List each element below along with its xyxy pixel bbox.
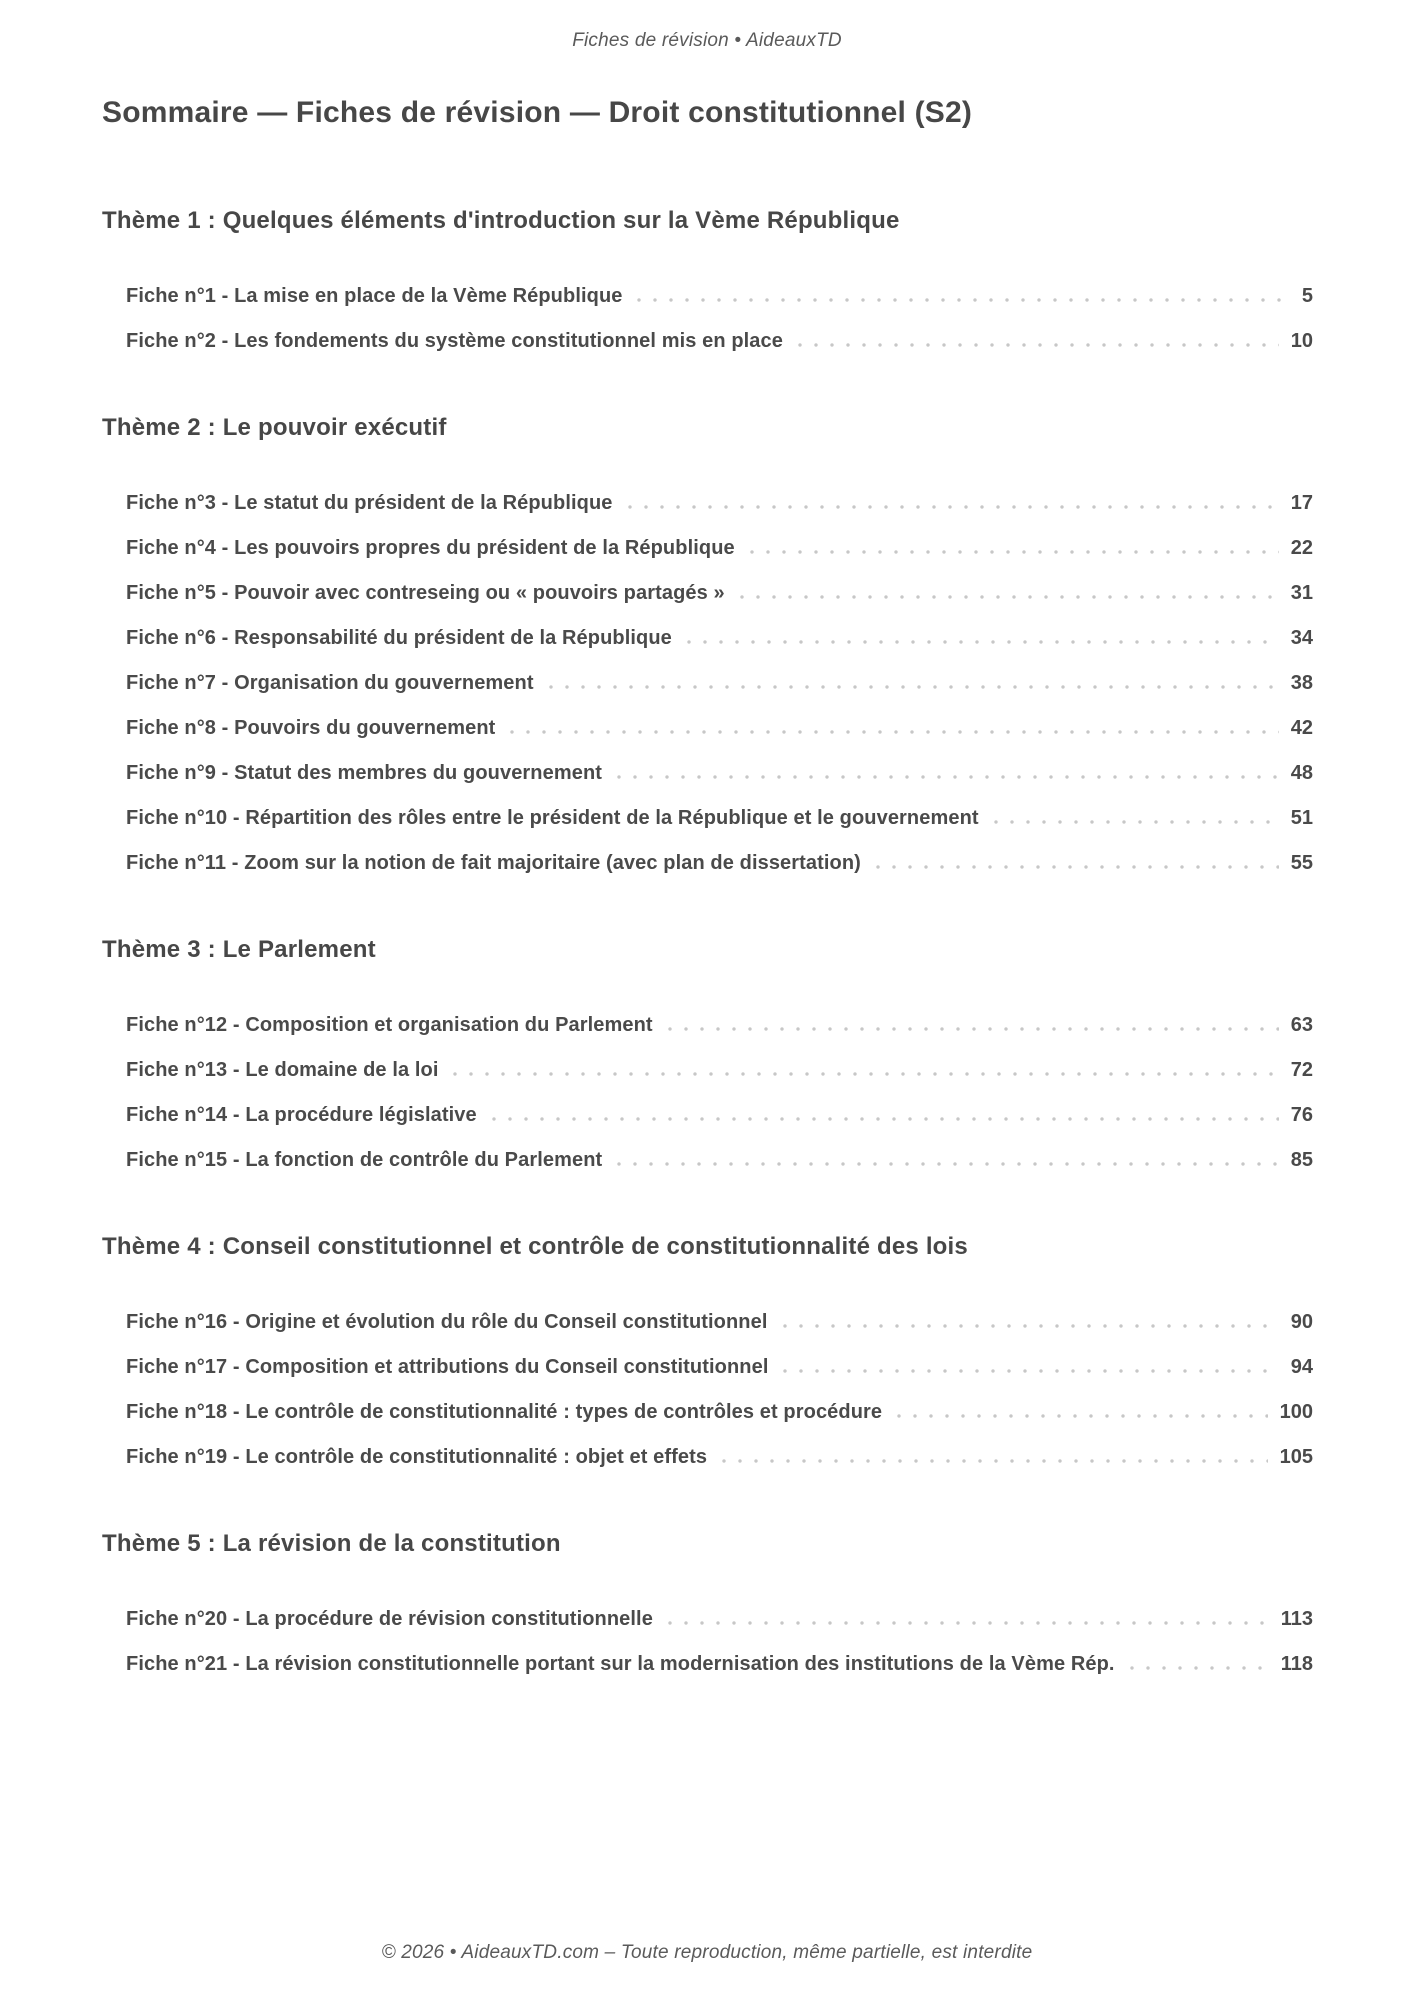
toc-entry[interactable] <box>126 804 1313 832</box>
toc-entry-page-number: 113 <box>1280 1608 1313 1630</box>
dot-leader <box>1129 1665 1269 1671</box>
toc-entry-page-number: 48 <box>1290 762 1313 784</box>
dot-leader <box>491 1116 1279 1122</box>
toc-entry-label: Fiche n°15 - La fonction de contrôle du Parlement <box>126 1149 603 1171</box>
dot-leader <box>896 1413 1268 1419</box>
toc-section-theme-5 <box>102 1527 1313 1678</box>
toc-entry[interactable] <box>126 1146 1313 1174</box>
toc-entry[interactable] <box>126 669 1313 697</box>
toc-entry[interactable] <box>126 1605 1313 1633</box>
toc-rows <box>126 282 1313 355</box>
toc-entry-label: Fiche n°9 - Statut des membres du gouvernement <box>126 762 603 784</box>
toc-entry[interactable] <box>126 489 1313 517</box>
dot-leader <box>993 819 1279 825</box>
dot-leader <box>616 1161 1278 1167</box>
toc-entry-page-number: 51 <box>1290 807 1313 829</box>
dot-leader <box>749 549 1279 555</box>
toc-entry-label: Fiche n°16 - Origine et évolution du rôle du Conseil constitutionnel <box>126 1311 768 1333</box>
toc-entry[interactable] <box>126 1398 1313 1426</box>
dot-leader <box>636 297 1289 303</box>
toc-entry[interactable] <box>126 282 1313 310</box>
toc-section-theme-2 <box>102 411 1313 877</box>
toc-entry-label: Fiche n°2 - Les fondements du système constitutionnel mis en place <box>126 330 783 352</box>
toc-section-theme-3 <box>102 933 1313 1174</box>
dot-leader <box>627 504 1279 510</box>
toc-entry[interactable] <box>126 1650 1313 1678</box>
dot-leader <box>782 1368 1278 1374</box>
toc-entry-page-number: 85 <box>1290 1149 1313 1171</box>
toc-rows <box>126 1011 1313 1174</box>
toc-entry[interactable] <box>126 579 1313 607</box>
dot-leader <box>616 774 1279 780</box>
toc-entry[interactable] <box>126 327 1313 355</box>
toc-entry-label: Fiche n°12 - Composition et organisation du Parlement <box>126 1014 653 1036</box>
toc-entry-page-number: 5 <box>1301 285 1313 307</box>
theme-heading: Thème 2 : Le pouvoir exécutif <box>102 414 447 441</box>
dot-leader <box>548 684 1279 690</box>
toc-section-theme-4 <box>102 1230 1313 1471</box>
toc-entry-label: Fiche n°4 - Les pouvoirs propres du président de la République <box>126 537 735 559</box>
dot-leader <box>875 864 1279 870</box>
toc-entry-page-number: 94 <box>1290 1356 1313 1378</box>
toc-entry-label: Fiche n°1 - La mise en place de la Vème République <box>126 285 623 307</box>
toc-rows <box>126 489 1313 877</box>
toc-entry-label: Fiche n°14 - La procédure législative <box>126 1104 477 1126</box>
toc-entry[interactable] <box>126 1101 1313 1129</box>
toc-entry-page-number: 55 <box>1290 852 1313 874</box>
toc-entry[interactable] <box>126 759 1313 787</box>
toc-entry[interactable] <box>126 849 1313 877</box>
toc-entry-page-number: 31 <box>1290 582 1313 604</box>
toc-entry-page-number: 17 <box>1290 492 1313 514</box>
toc-entry-page-number: 100 <box>1279 1401 1313 1423</box>
theme-heading: Thème 4 : Conseil constitutionnel et contrôle de constitutionnalité des lois <box>102 1233 968 1260</box>
toc-rows <box>126 1605 1313 1678</box>
theme-heading: Thème 5 : La révision de la constitution <box>102 1530 561 1557</box>
toc-entry[interactable] <box>126 1308 1313 1336</box>
dot-leader <box>797 342 1279 348</box>
toc-entry[interactable] <box>126 1353 1313 1381</box>
toc-entry-label: Fiche n°21 - La révision constitutionnelle portant sur la modernisation des institutions de la Vème Rép. <box>126 1653 1115 1675</box>
dot-leader <box>509 729 1278 735</box>
toc-entry-page-number: 10 <box>1290 330 1313 352</box>
theme-heading: Thème 3 : Le Parlement <box>102 936 376 963</box>
toc-entry[interactable] <box>126 624 1313 652</box>
toc <box>102 204 1313 1678</box>
theme-heading: Thème 1 : Quelques éléments d'introduction sur la Vème République <box>102 207 900 234</box>
toc-entry-page-number: 42 <box>1290 717 1313 739</box>
toc-entry-page-number: 72 <box>1290 1059 1313 1081</box>
toc-entry-page-number: 34 <box>1290 627 1313 649</box>
toc-entry-label: Fiche n°13 - Le domaine de la loi <box>126 1059 439 1081</box>
toc-entry-label: Fiche n°20 - La procédure de révision constitutionnelle <box>126 1608 653 1630</box>
dot-leader <box>721 1458 1267 1464</box>
toc-entry[interactable] <box>126 714 1313 742</box>
toc-entry-page-number: 38 <box>1290 672 1313 694</box>
toc-entry-label: Fiche n°5 - Pouvoir avec contreseing ou « pouvoirs partagés » <box>126 582 725 604</box>
toc-entry-label: Fiche n°11 - Zoom sur la notion de fait majoritaire (avec plan de dissertation) <box>126 852 861 874</box>
toc-rows <box>126 1308 1313 1471</box>
toc-entry-label: Fiche n°19 - Le contrôle de constitutionnalité : objet et effets <box>126 1446 708 1468</box>
dot-leader <box>686 639 1279 645</box>
toc-entry-page-number: 105 <box>1279 1446 1313 1468</box>
toc-entry-label: Fiche n°3 - Le statut du président de la République <box>126 492 613 514</box>
toc-entry[interactable] <box>126 534 1313 562</box>
toc-entry-label: Fiche n°10 - Répartition des rôles entre le président de la République et le gouvernement <box>126 807 979 829</box>
toc-entry[interactable] <box>126 1056 1313 1084</box>
toc-entry-page-number: 22 <box>1290 537 1313 559</box>
dot-leader <box>739 594 1279 600</box>
toc-entry-page-number: 118 <box>1280 1653 1313 1675</box>
dot-leader <box>452 1071 1278 1077</box>
toc-entry-page-number: 76 <box>1290 1104 1313 1126</box>
toc-section-theme-1 <box>102 204 1313 355</box>
toc-entry[interactable] <box>126 1443 1313 1471</box>
toc-entry-page-number: 90 <box>1290 1311 1313 1333</box>
toc-entry-label: Fiche n°17 - Composition et attributions du Conseil constitutionnel <box>126 1356 769 1378</box>
toc-entry-page-number: 63 <box>1290 1014 1313 1036</box>
copyright-footer: © 2026 • AideauxTD.com – Toute reproduction, même partielle, est interdite <box>381 1942 1033 1963</box>
dot-leader <box>667 1026 1279 1032</box>
running-header: Fiches de révision • AideauxTD <box>572 30 842 51</box>
page-title: Sommaire — Fiches de révision — Droit constitutionnel (S2) <box>102 96 973 129</box>
toc-entry-label: Fiche n°6 - Responsabilité du président de la République <box>126 627 672 649</box>
dot-leader <box>667 1620 1269 1626</box>
toc-entry-label: Fiche n°7 - Organisation du gouvernement <box>126 672 534 694</box>
dot-leader <box>782 1323 1279 1329</box>
toc-entry[interactable] <box>126 1011 1313 1039</box>
toc-entry-label: Fiche n°8 - Pouvoirs du gouvernement <box>126 717 496 739</box>
toc-entry-label: Fiche n°18 - Le contrôle de constitutionnalité : types de contrôles et procédure <box>126 1401 883 1423</box>
